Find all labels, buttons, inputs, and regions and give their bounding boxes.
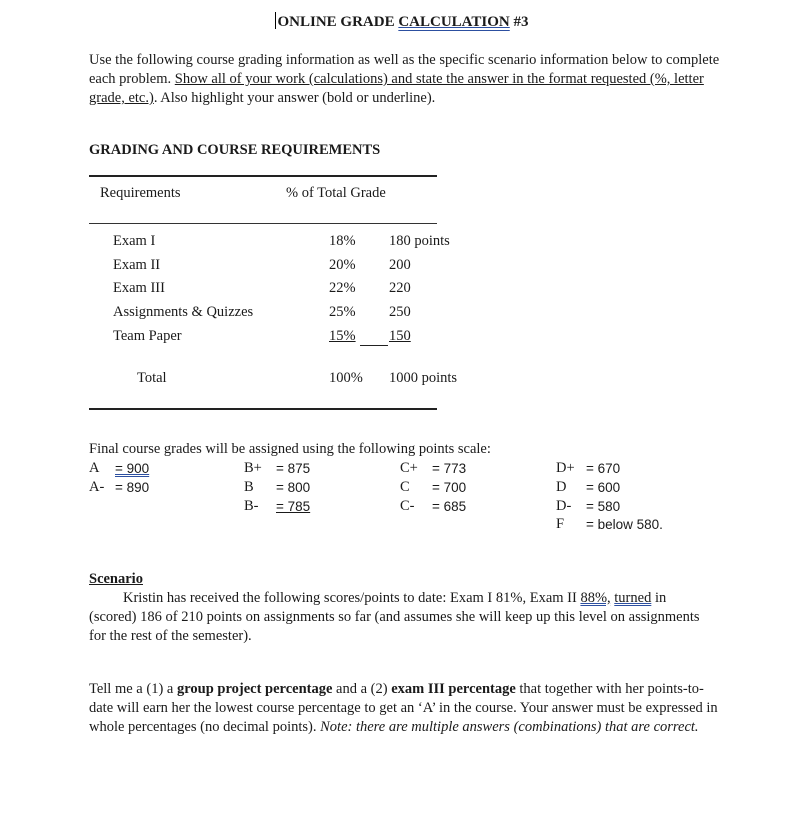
grade-letter: F (556, 516, 565, 532)
row-points: 150 (389, 328, 411, 344)
grade-value: = 890 (115, 480, 150, 495)
total-points: 1000 points (389, 370, 458, 386)
subtotal-underline (360, 345, 388, 346)
intro-underlined: Show all of your work (calculations) and state the answer in the format requested (%, letter grade, etc.) (89, 71, 704, 106)
page-title: ONLINE GRADE CALCULATION #3 (277, 14, 529, 30)
table-header-rule (89, 223, 437, 224)
grade-value: = 670 (586, 461, 621, 476)
row-name: Exam I (113, 233, 156, 249)
grade-value: = 773 (432, 461, 467, 476)
grade-letter: D+ (556, 460, 575, 476)
scenario-paragraph: Kristin has received the following scores/points to date: Exam I 81%, Exam II 88%, turned in (scored) 186 of 210 points on assignments so far (and assumes she will keep up this level on assignments for the rest of the semester). (89, 590, 700, 644)
grade-letter: C- (400, 498, 415, 514)
table-top-rule (89, 175, 437, 177)
grade-value: = 800 (276, 480, 311, 495)
row-name: Exam III (113, 280, 165, 296)
col-percent-header: % of Total Grade (286, 185, 386, 201)
grade-letter: C+ (400, 460, 418, 476)
grade-value: = 900 (115, 461, 150, 476)
grade-value: = 580 (586, 499, 621, 514)
total-name: Total (137, 370, 167, 386)
grade-letter: D (556, 479, 567, 495)
row-percent: 22% (329, 280, 356, 296)
col-requirements-header: Requirements (100, 185, 181, 201)
row-points: 250 (389, 304, 411, 320)
row-percent: 25% (329, 304, 356, 320)
intro-paragraph: Use the following course grading information as well as the specific scenario information below to complete each problem. Show all of your work (calculations) and state the answer in the format requested (%, letter grade, etc.). Also highlight your answer (bold or underline). (89, 52, 720, 106)
row-percent: 20% (329, 257, 356, 273)
total-percent: 100% (329, 370, 363, 386)
scale-intro: Final course grades will be assigned using the following points scale: (89, 441, 491, 457)
requirements-heading: GRADING AND COURSE REQUIREMENTS (89, 142, 381, 158)
grade-value: = 600 (586, 480, 621, 495)
grade-letter: B- (244, 498, 259, 514)
task-paragraph: Tell me a (1) a group project percentage and a (2) exam III percentage that together with her points-to-date will earn her the lowest course percentage to get an ‘A’ in the course. Your answer must be expressed in whole percentages (no decimal points). Note: there are multiple answers (combinations) that are correct. (89, 681, 718, 735)
grade-value: = 685 (432, 499, 467, 514)
grade-letter: B (244, 479, 254, 495)
row-percent: 15% (329, 328, 356, 344)
scenario-heading: Scenario (89, 571, 143, 587)
grade-letter: B+ (244, 460, 262, 476)
grade-letter: A- (89, 479, 105, 495)
grade-letter: C (400, 479, 410, 495)
row-points: 200 (389, 257, 411, 273)
row-name: Team Paper (113, 328, 182, 344)
row-name: Exam II (113, 257, 161, 273)
grade-value: = 875 (276, 461, 311, 476)
row-points: 180 points (389, 233, 450, 249)
grade-value: = 700 (432, 480, 467, 495)
grade-letter: D- (556, 498, 572, 514)
row-points: 220 (389, 280, 411, 296)
row-percent: 18% (329, 233, 356, 249)
grade-value: = below 580. (586, 517, 663, 532)
grade-value: = 785 (276, 499, 311, 514)
task-note: Note: there are multiple answers (combinations) that are correct. (320, 719, 699, 735)
table-bottom-rule (89, 408, 437, 410)
row-name: Assignments & Quizzes (113, 304, 254, 320)
grade-letter: A (89, 460, 100, 476)
